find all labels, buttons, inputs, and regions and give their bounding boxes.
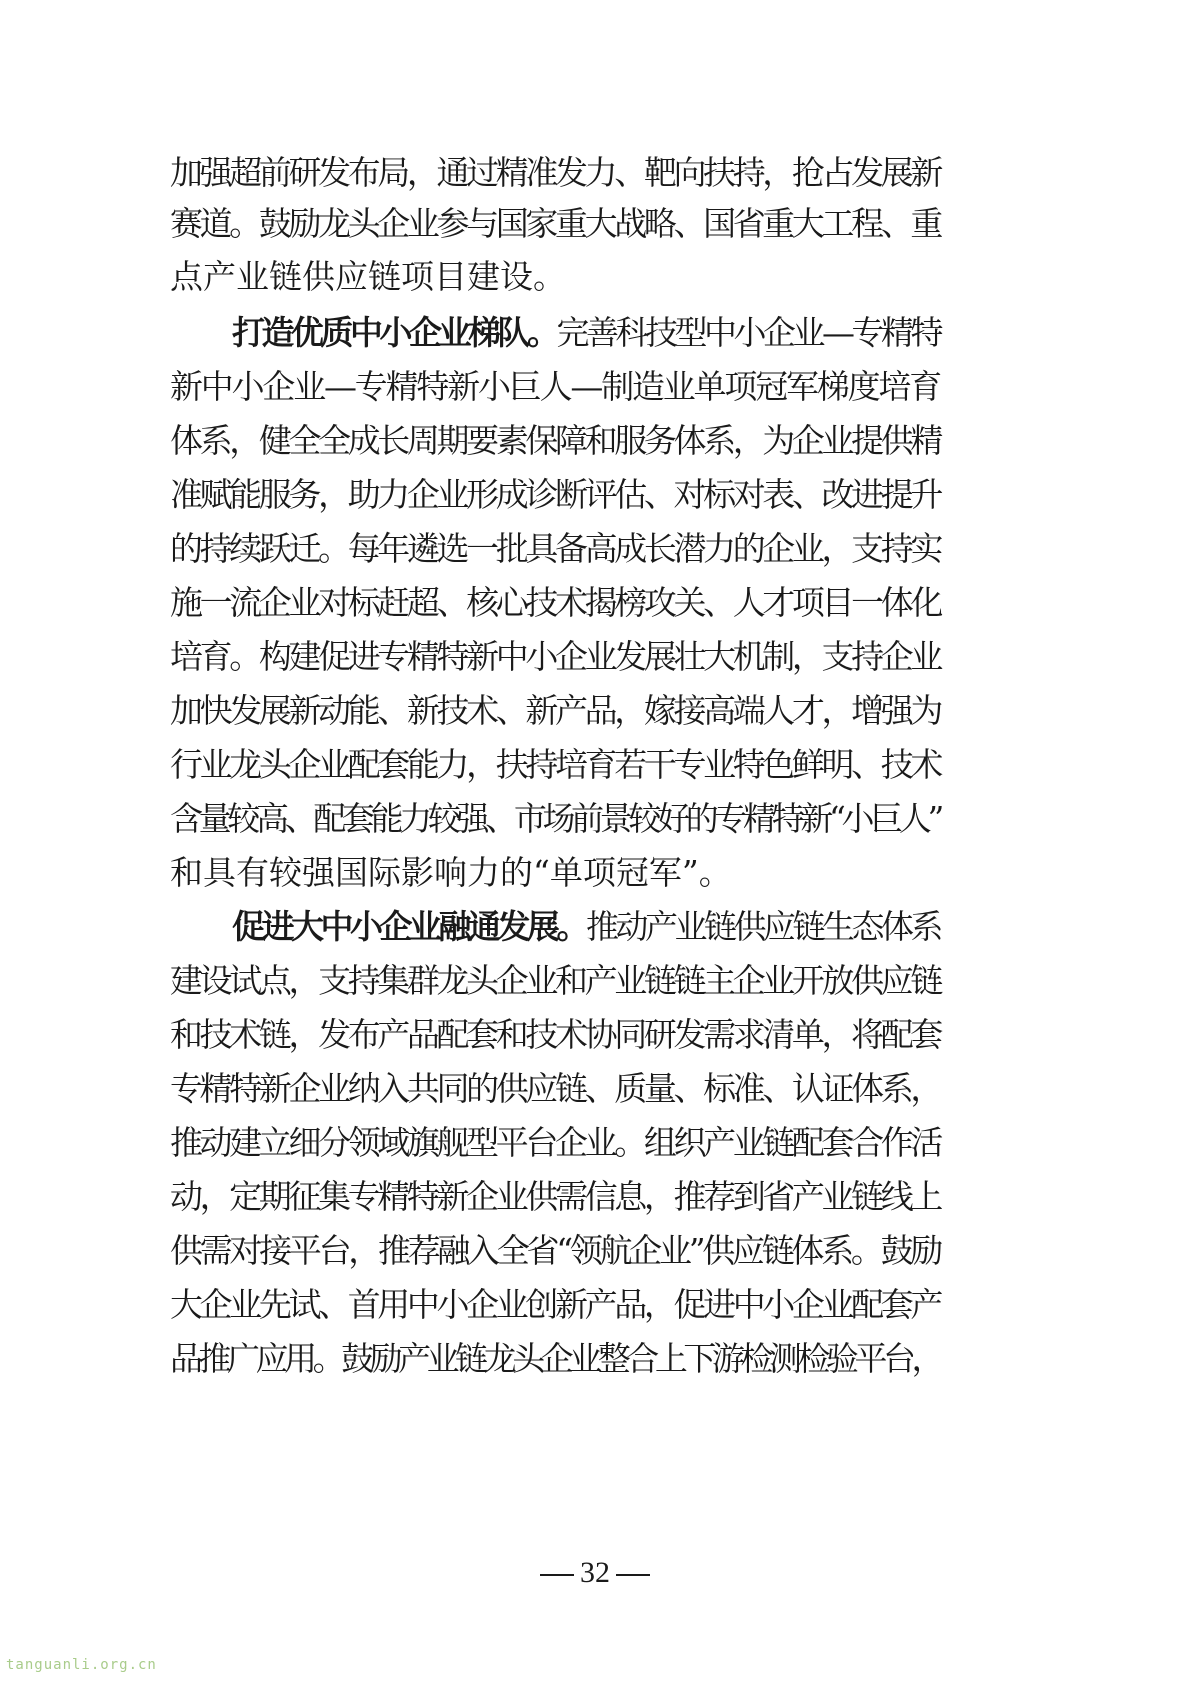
body-line: 行业龙头企业配套能力，扶持培育若干专业特色鲜明、技术 [170,745,941,784]
page-footer [0,1553,1190,1593]
body-line: 和技术链，发布产品配套和技术协同研发需求清单，将配套 [170,1015,941,1054]
paragraph-first-line [232,313,940,353]
body-line: 加强超前研发布局，通过精准发力、靶向扶持，抢占发展新 [170,153,941,192]
body-line: 培育。构建促进专精特新中小企业发展壮大机制，支持企业 [170,637,941,676]
footer-dash-left [540,1574,574,1576]
body-line: 加快发展新动能、新技术、新产品，嫁接高端人才，增强为 [170,691,941,730]
body-line: 建设试点，支持集群龙头企业和产业链链主企业开放供应链 [170,961,941,1000]
body-line: 新中小企业—专精特新小巨人—制造业单项冠军梯度培育 [170,367,941,406]
body-line: 准赋能服务，助力企业形成诊断评估、对标对表、改进提升 [170,475,941,514]
body-line: 推动建立细分领域旗舰型平台企业。组织产业链配套合作活 [170,1123,941,1162]
body-line: 动，定期征集专精特新企业供需信息，推荐到省产业链线上 [170,1177,941,1216]
paragraph-heading: 打造优质中小企业梯队。 [232,313,557,352]
body-line: 体系，健全全成长周期要素保障和服务体系，为企业提供精 [170,421,941,460]
body-line: 品推广应用。鼓励产业链龙头企业整合上下游检测检验平台， [170,1339,941,1378]
page-number: 32 [580,1556,610,1589]
body-line: 施一流企业对标赶超、核心技术揭榜攻关、人才项目一体化 [170,583,941,622]
body-text: 完善科技型中小企业—专精特 [556,313,940,352]
body-text: 推动产业链供应链生态体系 [586,907,940,946]
body-line: 含量较高、配套能力较强、市场前景较好的专精特新“小巨人” [170,799,940,838]
body-line: 点产业链供应链项目建设。 [170,257,566,296]
body-line: 赛道。鼓励龙头企业参与国家重大战略、国省重大工程、重 [170,204,941,243]
body-line: 的持续跃迁。每年遴选一批具备高成长潜力的企业，支持实 [170,529,941,568]
body-line: 专精特新企业纳入共同的供应链、质量、标准、认证体系， [170,1069,941,1108]
watermark: tanguanli.org.cn [6,1657,157,1673]
body-line: 供需对接平台，推荐融入全省“领航企业”供应链体系。鼓励 [170,1231,940,1270]
body-line: 和具有较强国际影响力的“单项冠军”。 [170,853,732,892]
paragraph-heading: 促进大中小企业融通发展。 [232,907,586,946]
paragraph-first-line [232,907,940,947]
body-line: 大企业先试、首用中小企业创新产品，促进中小企业配套产 [170,1285,941,1324]
footer-dash-right [616,1574,650,1576]
